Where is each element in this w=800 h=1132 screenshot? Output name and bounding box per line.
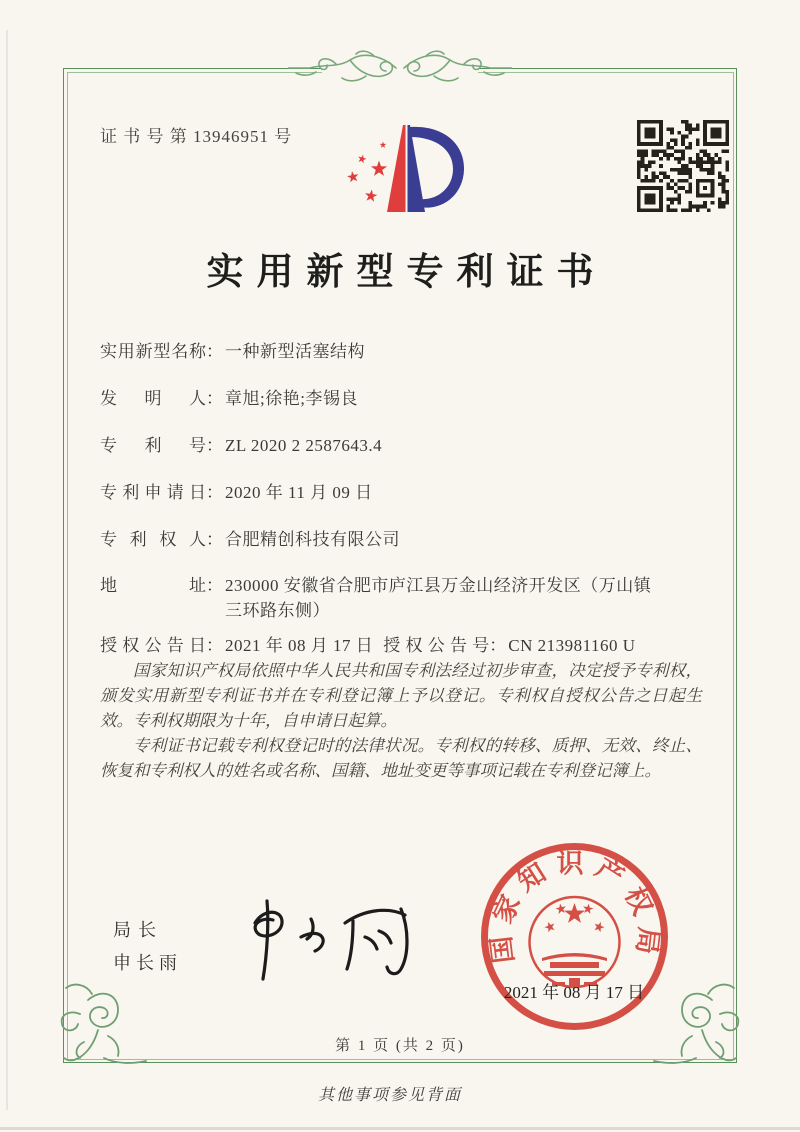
field-group-grant-number — [383, 632, 635, 659]
field-colon: ： — [206, 530, 223, 549]
field-row-grant — [100, 632, 675, 659]
top-flourish-ornament-icon — [288, 46, 512, 94]
field-colon: ： — [489, 636, 507, 655]
cnipa-logo-icon — [332, 112, 480, 230]
field-colon: ： — [206, 483, 223, 502]
field-colon: ： — [206, 342, 223, 361]
seal-text: 国家知识产权局 — [484, 848, 665, 965]
field-label: 授权公告号 — [383, 636, 490, 655]
field-row-utility-model-name — [100, 338, 675, 365]
field-value: 2020 年 11 月 09 日 — [225, 483, 373, 502]
field-value: ZL 2020 2 2587643.4 — [225, 436, 383, 455]
field-label: 专利号 — [100, 436, 206, 455]
certificate-title: 实用新型专利证书 — [206, 252, 607, 293]
field-value: CN 213981160 U — [508, 636, 636, 655]
field-value: 章旭;徐艳;李锡良 — [225, 389, 358, 408]
legal-paragraph-2: 专利证书记载专利权登记时的法律状况。专利权的转移、质押、无效、终止、恢复和专利权人的姓名或名称、国籍、地址变更等事项记载在专利登记簿上。 — [100, 736, 702, 780]
field-row-filing-date — [100, 479, 675, 506]
field-row-patentee — [100, 526, 675, 553]
national-emblem-icon — [530, 897, 620, 987]
cnipa-official-seal-icon — [472, 834, 677, 1039]
seal-date: 2021 年 08 月 17 日 — [503, 983, 645, 1002]
field-colon: ： — [206, 636, 223, 655]
field-label: 发明人 — [100, 389, 206, 408]
commissioner-signature-icon — [225, 893, 440, 988]
commissioner-title: 局长 — [113, 920, 163, 940]
legal-text — [100, 658, 702, 783]
field-value: 合肥精创科技有限公司 — [225, 530, 400, 549]
field-label: 专利申请日 — [100, 483, 206, 502]
qr-code-icon — [637, 120, 729, 212]
commissioner-name: 申长雨 — [113, 953, 182, 973]
field-colon: ： — [206, 436, 223, 455]
field-colon: ： — [206, 389, 223, 408]
certificate-number: 证 书 号 第 13946951 号 — [100, 127, 293, 146]
field-label: 授权公告日 — [100, 636, 206, 655]
scan-edge-left — [6, 30, 8, 1110]
field-value: 230000 安徽省合肥市庐江县万金山经济开发区（万山镇三环路东侧） — [225, 576, 652, 620]
field-label: 专利权人 — [100, 530, 206, 549]
bottom-left-flourish-ornament-icon — [50, 980, 150, 1072]
field-value: 一种新型活塞结构 — [225, 342, 365, 361]
back-side-note: 其他事项参见背面 — [317, 1087, 462, 1104]
field-label: 实用新型名称 — [100, 342, 206, 361]
field-row-address — [100, 573, 675, 623]
field-list — [100, 338, 675, 679]
field-label: 地址 — [100, 576, 206, 595]
field-row-patent-number — [100, 432, 675, 459]
field-colon: ： — [206, 576, 223, 595]
page-number: 第 1 页 (共 2 页) — [335, 1038, 465, 1054]
field-row-inventor — [100, 385, 675, 412]
legal-paragraph-1: 国家知识产权局依照中华人民共和国专利法经过初步审查，决定授予专利权，颁发实用新型专利证书并在专利登记簿上予以登记。专利权自授权公告之日起生效。专利权期限为十年，自申请日起算。 — [100, 661, 702, 730]
scan-edge-bottom — [0, 1127, 800, 1130]
field-value: 2021 年 08 月 17 日 — [225, 636, 374, 655]
